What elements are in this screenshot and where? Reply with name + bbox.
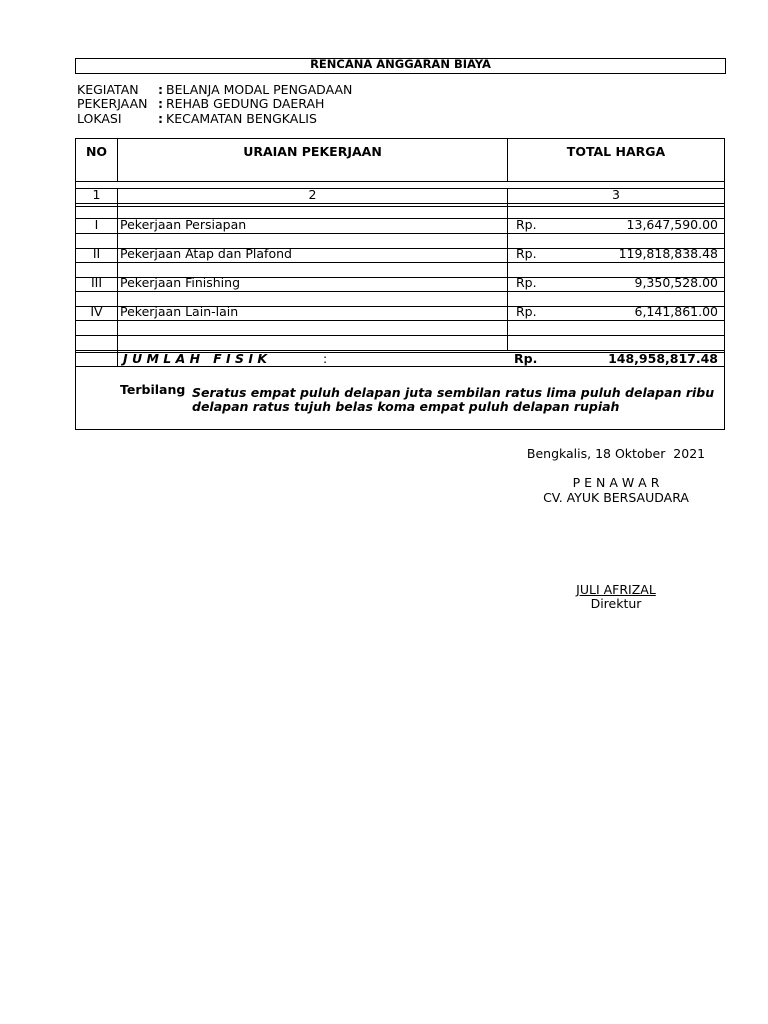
info-lokasi-value: KECAMATAN BENGKALIS (166, 111, 317, 126)
total-amount: 148,958,817.48 (608, 351, 718, 366)
row-currency: Rp. (516, 217, 537, 232)
col-number-3: 3 (612, 187, 620, 202)
table-rule (75, 262, 725, 263)
info-pekerjaan-label: PEKERJAAN (77, 96, 148, 111)
info-kegiatan-label: KEGIATAN (77, 82, 139, 97)
signer-position: Direktur (590, 596, 642, 611)
total-label: J U M L A H F I S I K (123, 351, 268, 366)
header-no: NO (85, 144, 108, 159)
total-currency: Rp. (514, 351, 538, 366)
company-name: CV. AYUK BERSAUDARA (543, 490, 689, 505)
row-no: II (92, 246, 101, 261)
table-rule (75, 203, 725, 204)
col-number-2: 2 (308, 187, 317, 202)
total-colon: : (323, 351, 328, 366)
info-colon: : (158, 111, 163, 126)
info-pekerjaan (77, 96, 324, 111)
table-rule (117, 188, 118, 366)
table-rule (724, 138, 725, 429)
info-kegiatan-value: BELANJA MODAL PENGADAAN (166, 82, 353, 97)
row-currency: Rp. (516, 275, 537, 290)
header-total: TOTAL HARGA (566, 144, 666, 159)
info-pekerjaan-value: REHAB GEDUNG DAERAH (166, 96, 325, 111)
table-rule (75, 181, 725, 182)
row-no: I (94, 217, 99, 232)
row-currency: Rp. (516, 246, 537, 261)
info-lokasi-label: LOKASI (77, 111, 122, 126)
row-amount: 13,647,590.00 (626, 217, 718, 232)
row-uraian: Pekerjaan Persiapan (120, 217, 247, 232)
info-lokasi (77, 111, 317, 126)
table-rule (75, 429, 725, 430)
row-amount: 6,141,861.00 (634, 304, 718, 319)
signer-role: P E N A W A R (572, 475, 660, 490)
table-rule (75, 233, 725, 234)
table-rule (75, 320, 725, 321)
header-uraian: URAIAN PEKERJAAN (243, 144, 382, 159)
table-rule (75, 366, 725, 367)
col-number-1: 1 (92, 187, 101, 202)
row-amount: 119,818,838.48 (618, 246, 718, 261)
info-colon: : (158, 96, 163, 111)
terbilang-line-2: delapan ratus tujuh belas koma empat puluh delapan rupiah (192, 399, 620, 414)
row-no: III (90, 275, 103, 290)
terbilang-line-1: Seratus empat puluh delapan juta sembilan ratus lima puluh delapan ribu (192, 385, 715, 400)
row-uraian: Pekerjaan Lain-lain (120, 304, 239, 319)
row-currency: Rp. (516, 304, 537, 319)
table-rule (75, 291, 725, 292)
row-uraian: Pekerjaan Finishing (120, 275, 241, 290)
table-rule (507, 188, 508, 350)
info-kegiatan (77, 82, 352, 97)
signer-name (508, 583, 724, 597)
terbilang-label: Terbilang (120, 382, 186, 397)
row-no: IV (90, 304, 103, 319)
table-rule (75, 206, 725, 207)
place-date: Bengkalis, 18 Oktober 2021 (526, 446, 706, 461)
table-rule (75, 335, 725, 336)
row-uraian: Pekerjaan Atap dan Plafond (120, 246, 292, 261)
row-amount: 9,350,528.00 (634, 275, 718, 290)
info-colon: : (158, 82, 163, 97)
document-title: RENCANA ANGGARAN BIAYA (75, 58, 726, 74)
table-rule (75, 138, 725, 139)
signer-name-text: JULI AFRIZAL (576, 582, 656, 597)
